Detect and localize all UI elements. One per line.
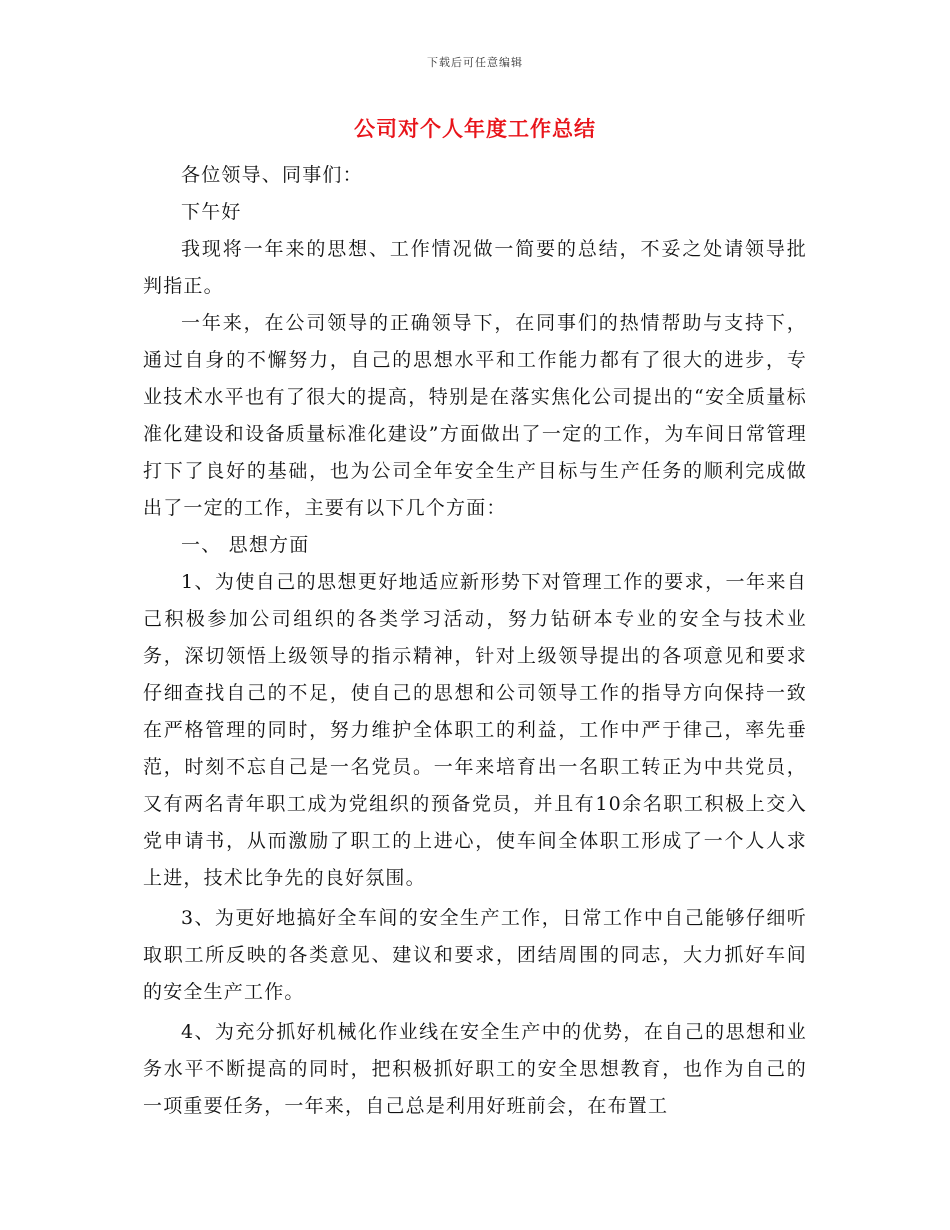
document-body <box>143 157 807 1125</box>
section-heading-thought: 一、 思想方面 <box>181 534 310 556</box>
intro-paragraph: 我现将一年来的思想、工作情况做一简要的总结，不妥之处请领导批判指正。 <box>143 238 807 297</box>
salutation: 各位领导、同事们： <box>181 164 363 186</box>
page-header-note: 下载后可任意编辑 <box>427 56 523 69</box>
greeting: 下午好 <box>181 201 242 223</box>
item-1-paragraph: 1、为使自己的思想更好地适应新形势下对管理工作的要求，一年来自己积极参加公司组织的各类学习活动，努力钻研本专业的安全与技术业务，深切领悟上级领导的指示精神，针对上级领导提出的各项意见和要求仔细查找自己的不足，使自己的思想和公司领导工作的指导方向保持一致在严格管理的同时，努力维护全体职工的利益，工作中严于律己，率先垂范，时刻不忘自己是一名党员。一年来培育出一名职工转正为中共党员，又有两名青年职工成为党组织的预备党员，并且有10余名职工积极上交入党申请书，从而激励了职工的上进心，使车间全体职工形成了一个人人求上进，技术比争先的良好氛围。 <box>143 571 807 889</box>
item-3-paragraph: 3、为更好地搞好全车间的安全生产工作，日常工作中自己能够仔细听取职工所反映的各类意见、建议和要求，团结周围的同志，大力抓好车间的安全生产工作。 <box>143 907 807 1003</box>
overview-paragraph: 一年来，在公司领导的正确领导下，在同事们的热情帮助与支持下，通过自身的不懈努力，自己的思想水平和工作能力都有了很大的进步，专业技术水平也有了很大的提高，特别是在落实焦化公司提出的“安全质量标准化建设和设备质量标准化建设”方面做出了一定的工作，为车间日常管理打下了良好的基础，也为公司全年安全生产目标与生产任务的顺利完成做出了一定的工作，主要有以下几个方面： <box>143 312 807 519</box>
item-4-paragraph: 4、为充分抓好机械化作业线在安全生产中的优势，在自己的思想和业务水平不断提高的同时，把积极抓好职工的安全思想教育，也作为自己的一项重要任务，一年来，自己总是利用好班前会，在布置工 <box>143 1021 807 1117</box>
document-title: 公司对个人年度工作总结 <box>354 116 596 141</box>
